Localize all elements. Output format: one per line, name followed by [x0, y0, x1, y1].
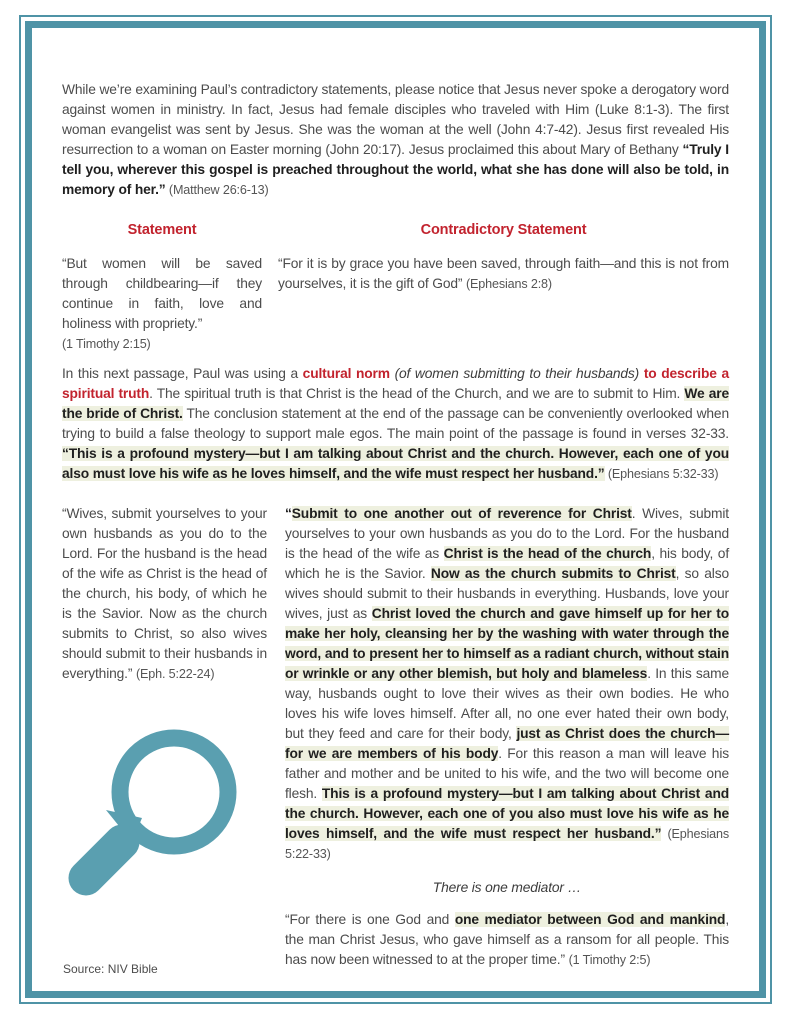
contradictory-statement-quote: “For it is by grace you have been saved, through faith—and this is not from yourselves, it is the gift of God” (Ephesians 2:8) — [278, 256, 729, 291]
statement-citation: (1 Timothy 2:15) — [62, 337, 151, 351]
statement-header: Statement — [127, 222, 197, 238]
mediator-quote: “For there is one God and one mediator between God and mankind, the man Christ Jesus, who gave himself as a ransom for all people. This has now been witnessed to at the proper time.” (1 Timothy 2:5) — [285, 912, 730, 967]
comparison-table — [62, 214, 729, 354]
statement-cell — [62, 254, 262, 354]
magnifier-icon — [56, 722, 246, 912]
mediator-heading: There is one mediator … — [432, 880, 582, 895]
wives-quote: “Wives, submit yourselves to your own husbands as you do to the Lord. For the husband is the head of the wife as Christ is the head of the church, his body, of which he is the Savior. Now as the church submits to Christ, so also wives should submit to their husbands in everything.” (Eph. 5:22-24) — [62, 506, 267, 681]
full-passage-column — [285, 504, 729, 970]
contradictory-statement-header: Contradictory Statement — [420, 222, 587, 238]
statement-quote: “But women will be saved through childbearing—if they continue in faith, love and holiness with propriety.” — [62, 256, 262, 331]
intro-paragraph: While we’re examining Paul’s contradictory statements, please notice that Jesus never spoke a derogatory word against women in ministry. In fact, Jesus had female disciples who traveled with Him (Luke 8:1-3). The first woman evangelist was sent by Jesus. She was the woman at the well (John 4:7-42). Jesus first revealed His resurrection to a woman on Easter morning (John 20:17). Jesus proclaimed this about Mary of Bethany “Truly I tell you, wherever this gospel is preached throughout the world, what she has done will also be told, in memory of her.” (Matthew 26:6-13) — [62, 82, 729, 197]
cultural-norm-paragraph: In this next passage, Paul was using a cultural norm (of women submitting to their husbands) to describe a spiritual truth. The spiritual truth is that Christ is the head of the Church, and we are to submit to Him. We are the bride of Christ. The conclusion statement at the end of the passage can be conveniently overlooked when trying to build a false theology to support male egos. The main point of the passage is found in verses 32-33. “This is a profound mystery—but I am talking about Christ and the church. However, each one of you also must love his wife as he loves himself, and the wife must respect her husband.” (Ephesians 5:32-33) — [62, 366, 729, 481]
source-note: Source: NIV Bible — [63, 962, 158, 976]
ephesians-passage: “Submit to one another out of reverence for Christ. Wives, submit yourselves to your own husbands as you do to the Lord. For the husband is the head of the wife as Christ is the head of the church, his body, of which he is the Savior. Now as the church submits to Christ, so also wives should submit to their husbands in everything. Husbands, love your wives, just as Christ loved the church and gave himself up for her to make her holy, cleansing her by the washing with water through the word, and to present her to himself as a radiant church, without stain or wrinkle or any other blemish, but holy and blameless. In this same way, husbands ought to love their wives as their own bodies. He who loves his wife loves himself. After all, no one ever hated their own body, but they feed and care for their body, just as Christ does the church—for we are members of his body. For this reason a man will leave his father and mother and be united to his wife, and the two will become one flesh. This is a profound mystery—but I am talking about Christ and the church. However, each one of you also must love his wife as he loves himself, and the wife must respect her husband.” (Ephesians 5:22-33) — [285, 506, 730, 861]
contradictory-statement-cell — [278, 254, 729, 354]
